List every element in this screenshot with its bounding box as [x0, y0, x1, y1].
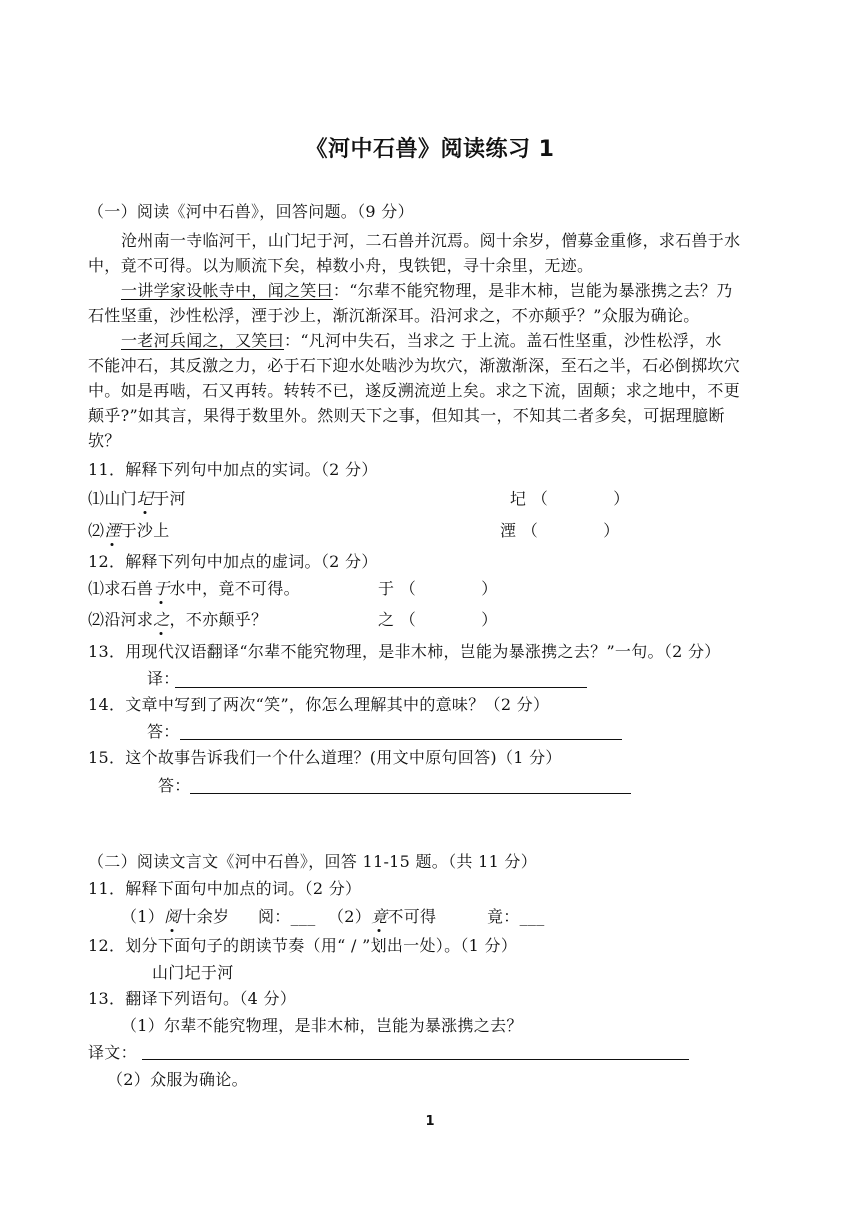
question-13: 13．用现代汉语翻译“尔辈不能究物理，是非木柿，岂能为暴涨携之去？”一句。（2 分） — [88, 642, 721, 661]
passage-line: 中。如是再啮，石又再转。转转不已，遂反溯流逆上矣。求之下流，固颠；求之地中，不更 — [88, 381, 741, 400]
item-text: 水中，竟不可得。 — [169, 579, 300, 598]
dotted-word: 于 — [153, 579, 170, 598]
question-item — [328, 906, 436, 928]
answer-line[interactable] — [190, 793, 631, 794]
dotted-word: 阅 — [164, 907, 181, 926]
page-number: 1 — [425, 1114, 435, 1129]
passage-line: 颠乎?”如其言，果得于数里外。然则天下之事，但知其一，不知其二者多矣，可据理臆断 — [88, 406, 725, 425]
answer-blank[interactable] — [510, 488, 630, 510]
item-number: ⑵ — [88, 610, 105, 629]
answer-blank[interactable] — [378, 609, 498, 631]
underlined-phrase: 一讲学家设帐寺中，闻之笑曰 — [121, 281, 333, 300]
answer-blank[interactable]: 阅：___ — [258, 907, 316, 926]
question-item — [88, 520, 170, 542]
passage-text: ：“尔辈不能究物理，是非木柿，岂能为暴涨携之去？乃 — [332, 281, 733, 300]
dotted-word: 湮 — [104, 521, 121, 540]
part2-heading: （二）阅读文言文《河中石兽》，回答 11-15 题。（共 11 分） — [88, 852, 538, 871]
item-number: （1） — [121, 907, 165, 926]
item-text: 求石兽 — [104, 579, 154, 598]
question-12: 12．解释下列句中加点的虚词。（2 分） — [88, 552, 378, 571]
item-text: 不可得 — [387, 907, 437, 926]
passage-line: 中，竟不可得。以为顺流下矣，棹数小舟，曳铁钯，寻十余里，无迹。 — [88, 256, 594, 275]
answer-blank[interactable] — [378, 578, 498, 600]
answer-label: 译文： — [88, 1043, 137, 1062]
item-text: 十余岁 — [180, 907, 230, 926]
question-12: 12．划分下面句子的朗读节奏（用“ / ”划出一处）。（1 分） — [88, 936, 518, 955]
page-title: 《河中石兽》阅读练习 1 — [305, 137, 555, 162]
answer-char: 湮 — [500, 521, 517, 540]
question-14: 14．文章中写到了两次“笑”，你怎么理解其中的意味？（2 分） — [88, 695, 550, 714]
passage-line — [121, 280, 733, 302]
question-item: （1）尔辈不能究物理，是非木柿，岂能为暴涨携之去？ — [121, 1016, 523, 1035]
question-item — [88, 609, 267, 631]
question-item — [88, 578, 300, 600]
dotted-word: 圮 — [136, 489, 154, 508]
item-number: （2） — [328, 907, 372, 926]
underlined-phrase: 一老河兵闻之，又笑曰 — [121, 331, 285, 350]
passage-text: ：“凡河中失石，当求之 于上流。盖石性坚重，沙性松浮，水 — [284, 331, 722, 350]
item-text: 于河 — [153, 489, 186, 508]
passage-line: 石性坚重，沙性松浮，湮于沙上，渐沉渐深耳。沿河求之，不亦颠乎？”众服为确论。 — [88, 306, 700, 325]
answer-char: 之 — [378, 610, 395, 629]
passage-line — [121, 330, 722, 352]
item-text: 于沙上 — [120, 521, 170, 540]
answer-label: 答： — [147, 722, 180, 741]
dotted-word: 之 — [153, 610, 170, 629]
answer-char: 圮 — [510, 489, 527, 508]
passage-line: 欤？ — [88, 431, 121, 450]
answer-label: 译： — [147, 669, 180, 688]
question-item — [121, 906, 229, 928]
question-11: 11．解释下面句中加点的词。（2 分） — [88, 879, 362, 898]
answer-char: 于 — [378, 579, 395, 598]
question-13: 13．翻译下列语句。（4 分） — [88, 989, 297, 1008]
question-item — [88, 488, 186, 510]
answer-label: 答： — [158, 776, 191, 795]
item-text: ，不亦颠乎？ — [169, 610, 268, 629]
part1-heading: （一）阅读《河中石兽》，回答问题。（9 分） — [88, 202, 414, 221]
answer-blank[interactable] — [500, 520, 620, 542]
item-text: 山门 — [104, 489, 137, 508]
item-number: ⑵ — [88, 521, 105, 540]
question-11: 11．解释下列句中加点的实词。（2 分） — [88, 460, 378, 479]
answer-blank[interactable]: 竟：___ — [487, 907, 545, 926]
answer-line[interactable] — [180, 739, 622, 740]
answer-line[interactable] — [175, 687, 587, 688]
answer-paren: （ ） — [531, 489, 630, 508]
passage-line: 沧州南一寺临河干，山门圮于河，二石兽并沉焉。阅十余岁，僧募金重修，求石兽于水 — [121, 231, 741, 250]
passage-line: 不能冲石，其反激之力，必于石下迎水处啮沙为坎穴，渐激渐深，至石之半，石必倒掷坎穴 — [88, 356, 741, 375]
answer-paren: （ ） — [399, 610, 498, 629]
item-text: 沿河求 — [104, 610, 154, 629]
answer-line[interactable] — [142, 1059, 689, 1060]
question-item: （2）众服为确论。 — [107, 1070, 248, 1089]
question-sentence: 山门圮于河 — [152, 963, 234, 982]
item-number: ⑴ — [88, 579, 105, 598]
dotted-word: 竟 — [371, 907, 388, 926]
answer-paren: （ ） — [399, 579, 498, 598]
question-15: 15．这个故事告诉我们一个什么道理？(用文中原句回答)（1 分） — [88, 748, 562, 767]
answer-paren: （ ） — [521, 521, 620, 540]
item-number: ⑴ — [88, 489, 105, 508]
